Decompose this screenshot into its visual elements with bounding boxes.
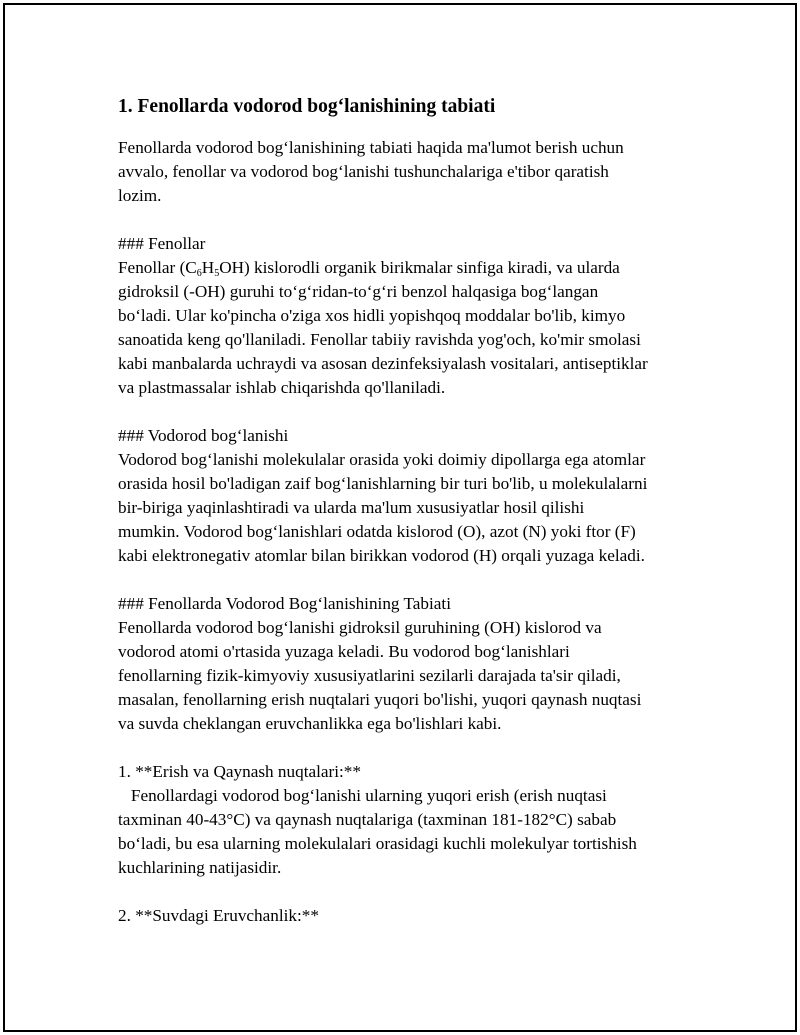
text-line: Fenollardagi vodorod bog‘lanishi ularning yuqori erish (erish nuqtasi [118,786,607,805]
text-line: bir-biriga yaqinlashtiradi va ularda ma'lum xususiyatlar hosil qilishi [118,498,585,517]
formula-subscript: 6 [196,268,202,279]
text-line: lozim. [118,186,162,205]
formula-prefix: Fenollar (C [118,258,197,277]
section-title: ### Fenollar [118,234,206,253]
section-tabiati [118,592,698,736]
text-line: sanoatida keng qo'llaniladi. Fenollar tabiiy ravishda yog'och, ko'mir smolasi [118,330,641,349]
list-item-erish [118,760,698,880]
text-line: va plastmassalar ishlab chiqarishda qo'llaniladi. [118,378,446,397]
text-line: vodorod atomi o'rtasida yuzaga keladi. Bu vodorod bog‘lanishlari [118,642,570,661]
section-title: ### Vodorod bog‘lanishi [118,426,289,445]
section-fenollar [118,232,698,400]
text-line: kuchlarining natijasidir. [118,858,282,877]
list-item-title: 2. **Suvdagi Eruvchanlik:** [118,906,319,925]
text-line: fenollarning fizik-kimyoviy xususiyatlarini sezilarli darajada ta'sir qiladi, [118,666,621,685]
section-vodorod-boglanishi [118,424,698,568]
text-line: masalan, fenollarning erish nuqtalari yuqori bo'lishi, yuqori qaynash nuqtasi [118,690,642,709]
document-body [118,94,698,952]
text-line: avvalo, fenollar va vodorod bog‘lanishi tushunchalariga e'tibor qaratish [118,162,609,181]
text-line: bo‘ladi, bu esa ularning molekulalari orasidagi kuchli molekulyar tortishish [118,834,637,853]
text-line: kabi manbalarda uchraydi va asosan dezinfeksiyalash vositalari, antiseptiklar [118,354,648,373]
text-line: Fenollarda vodorod bog‘lanishining tabiati haqida ma'lumot berish uchun [118,138,624,157]
intro-paragraph [118,136,698,208]
text-line: kabi elektronegativ atomlar bilan birikkan vodorod (H) orqali yuzaga keladi. [118,546,645,565]
list-item-title: 1. **Erish va Qaynash nuqtalari:** [118,762,361,781]
text-line: va suvda cheklangan eruvchanlikka ega bo'lishlari kabi. [118,714,502,733]
text-line: gidroksil (-OH) guruhi to‘g‘ridan-to‘g‘ri benzol halqasiga bog‘langan [118,282,599,301]
formula-subscript: 5 [214,268,220,279]
text-line: mumkin. Vodorod bog‘lanishlari odatda kislorod (O), azot (N) yoki ftor (F) [118,522,636,541]
text-line: Vodorod bog‘lanishi molekulalar orasida yoki doimiy dipollarga ega atomlar [118,450,646,469]
formula-line [118,256,698,280]
text-line: Fenollarda vodorod bog‘lanishi gidroksil guruhining (OH) kislorod va [118,618,602,637]
list-item-eruvchanlik [118,904,698,928]
formula-suffix: OH) kislorodli organik birikmalar sinfiga kiradi, va ularda [219,258,620,277]
document-heading: 1. Fenollarda vodorod bog‘lanishining tabiati [118,96,496,117]
text-line: taxminan 40-43°C) va qaynash nuqtalariga (taxminan 181-182°C) sabab [118,810,617,829]
text-line: bo‘ladi. Ular ko'pincha o'ziga xos hidli yopishqoq moddalar bo'lib, kimyo [118,306,626,325]
section-title: ### Fenollarda Vodorod Bog‘lanishining Tabiati [118,594,451,613]
text-line: orasida hosil bo'ladigan zaif bog‘lanishlarning bir turi bo'lib, u molekulalarni [118,474,648,493]
formula-element: H [201,258,215,277]
